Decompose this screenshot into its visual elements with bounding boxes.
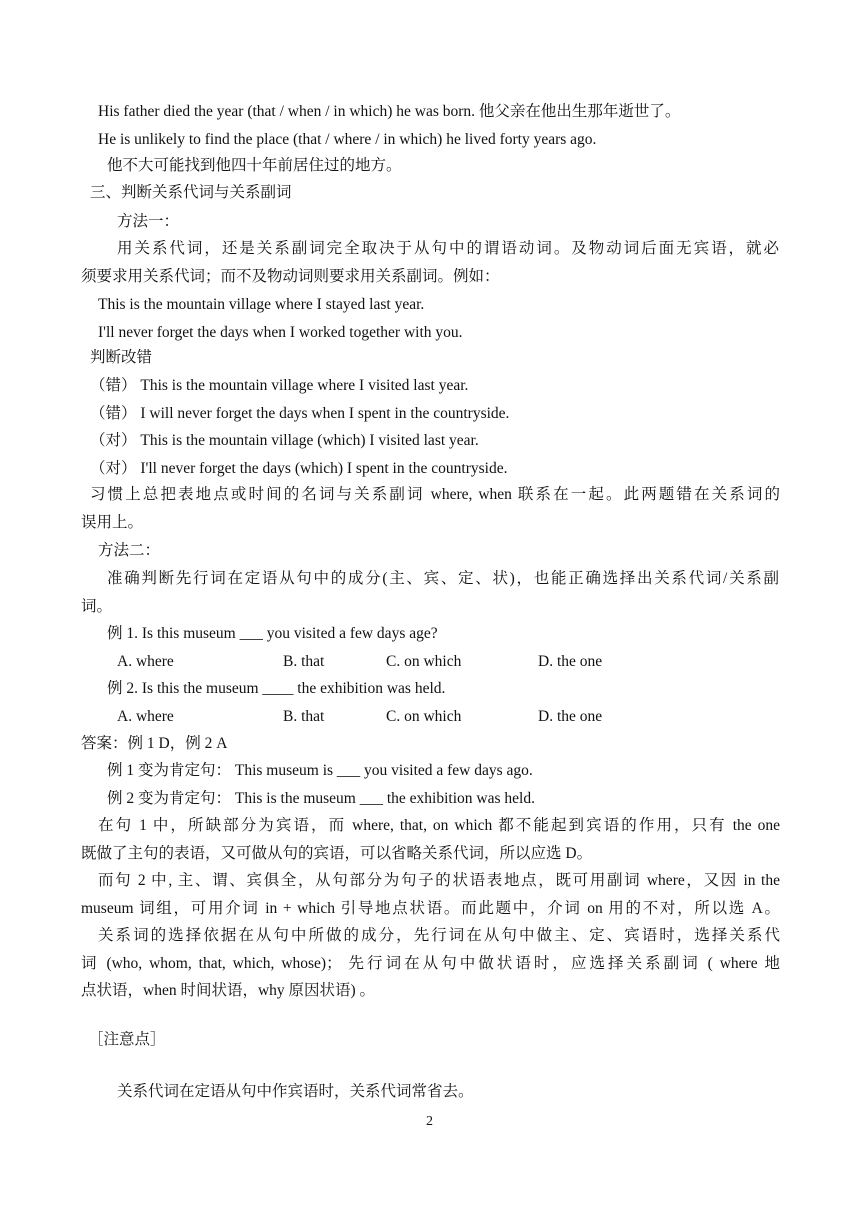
exercise-1-option-d: D. the one [538,653,603,670]
correction-heading: 判断改错 [90,349,153,366]
example-sentence-2: He is unlikely to find the place (that / where / in which) he lived forty years ago. [98,131,597,148]
analysis-2: 而句 2 中, 主、谓、宾俱全，从句部分为句子的状语表地点，既可用副词 where，又因 in the [98,872,780,889]
example-sentence-3: This is the mountain village where I stayed last year. [98,296,425,313]
method-two-text-cont: 词。 [81,598,113,615]
note-text: 关系代词在定语从句中作宾语时，关系代词常省去。 [117,1083,474,1100]
analysis-1: 在句 1 中，所缺部分为宾语，而 where, that, on which 都不能起到宾语的作用，只有 the one [98,817,780,834]
explanation-1-cont: 误用上。 [81,514,144,531]
note-heading: ［注意点］ [88,1031,166,1048]
correction-item-1: （错） This is the mountain village where I visited last year. [90,377,469,394]
analysis-1-cont: 既做了主句的表语，又可做从句的宾语，可以省略关系代词，所以应选 D。 [81,845,593,862]
exercise-1-option-a: A. where [117,653,174,670]
summary-3: 点状语，when 时间状语，why 原因状语) 。 [81,982,376,999]
summary-2: 词 (who, whom, that, which, whose)； 先行词在从句中做状语时，应选择关系副词 ( where 地 [81,955,780,972]
method-one-text-cont: 须要求用关系代词；而不及物动词则要求用关系副词。例如： [81,268,500,285]
exercise-2-option-a: A. where [117,708,174,725]
example-sentence-1: His father died the year (that / when / in which) he was born. 他父亲在他出生那年逝世了。 [98,103,681,120]
exercise-2-question: 例 2. Is this the museum ____ the exhibition was held. [107,680,446,697]
correction-item-4: （对） I'll never forget the days (which) I spent in the countryside. [90,460,508,477]
analysis-2-cont: museum 词组，可用介词 in + which 引导地点状语。而此题中，介词 on 用的不对，所以选 A。 [81,900,780,917]
summary-1: 关系词的选择依据在从句中所做的成分，先行词在从句中做主、定、宾语时，选择关系代 [98,927,780,944]
example-sentence-4: I'll never forget the days when I worked together with you. [98,324,463,341]
exercise-1-option-b: B. that [283,653,325,670]
method-one-heading: 方法一： [117,213,180,230]
page-number: 2 [426,1114,433,1129]
example-translation-2: 他不大可能找到他四十年前居住过的地方。 [107,157,402,174]
exercise-2-option-c: C. on which [386,708,462,725]
exercise-2-option-b: B. that [283,708,325,725]
correction-item-2: （错） I will never forget the days when I spent in the countryside. [90,405,510,422]
correction-item-3: （对） This is the mountain village (which) I visited last year. [90,432,479,449]
answer-key: 答案：例 1 D，例 2 A [81,735,228,752]
explanation-1: 习惯上总把表地点或时间的名词与关系副词 where, when 联系在一起。此两题错在关系词的 [90,486,780,503]
exercise-1-option-c: C. on which [386,653,462,670]
section-heading: 三、判断关系代词与关系副词 [90,184,292,201]
affirmative-1: 例 1 变为肯定句： This museum is ___ you visited a few days ago. [107,762,533,779]
exercise-1-question: 例 1. Is this museum ___ you visited a few days age? [107,625,438,642]
method-two-text: 准确判断先行词在定语从句中的成分(主、宾、定、状)，也能正确选择出关系代词/关系副 [107,570,779,587]
method-one-text: 用关系代词，还是关系副词完全取决于从句中的谓语动词。及物动词后面无宾语，就必 [117,240,779,257]
affirmative-2: 例 2 变为肯定句： This is the museum ___ the exhibition was held. [107,790,535,807]
method-two-heading: 方法二： [98,542,161,559]
exercise-2-option-d: D. the one [538,708,603,725]
